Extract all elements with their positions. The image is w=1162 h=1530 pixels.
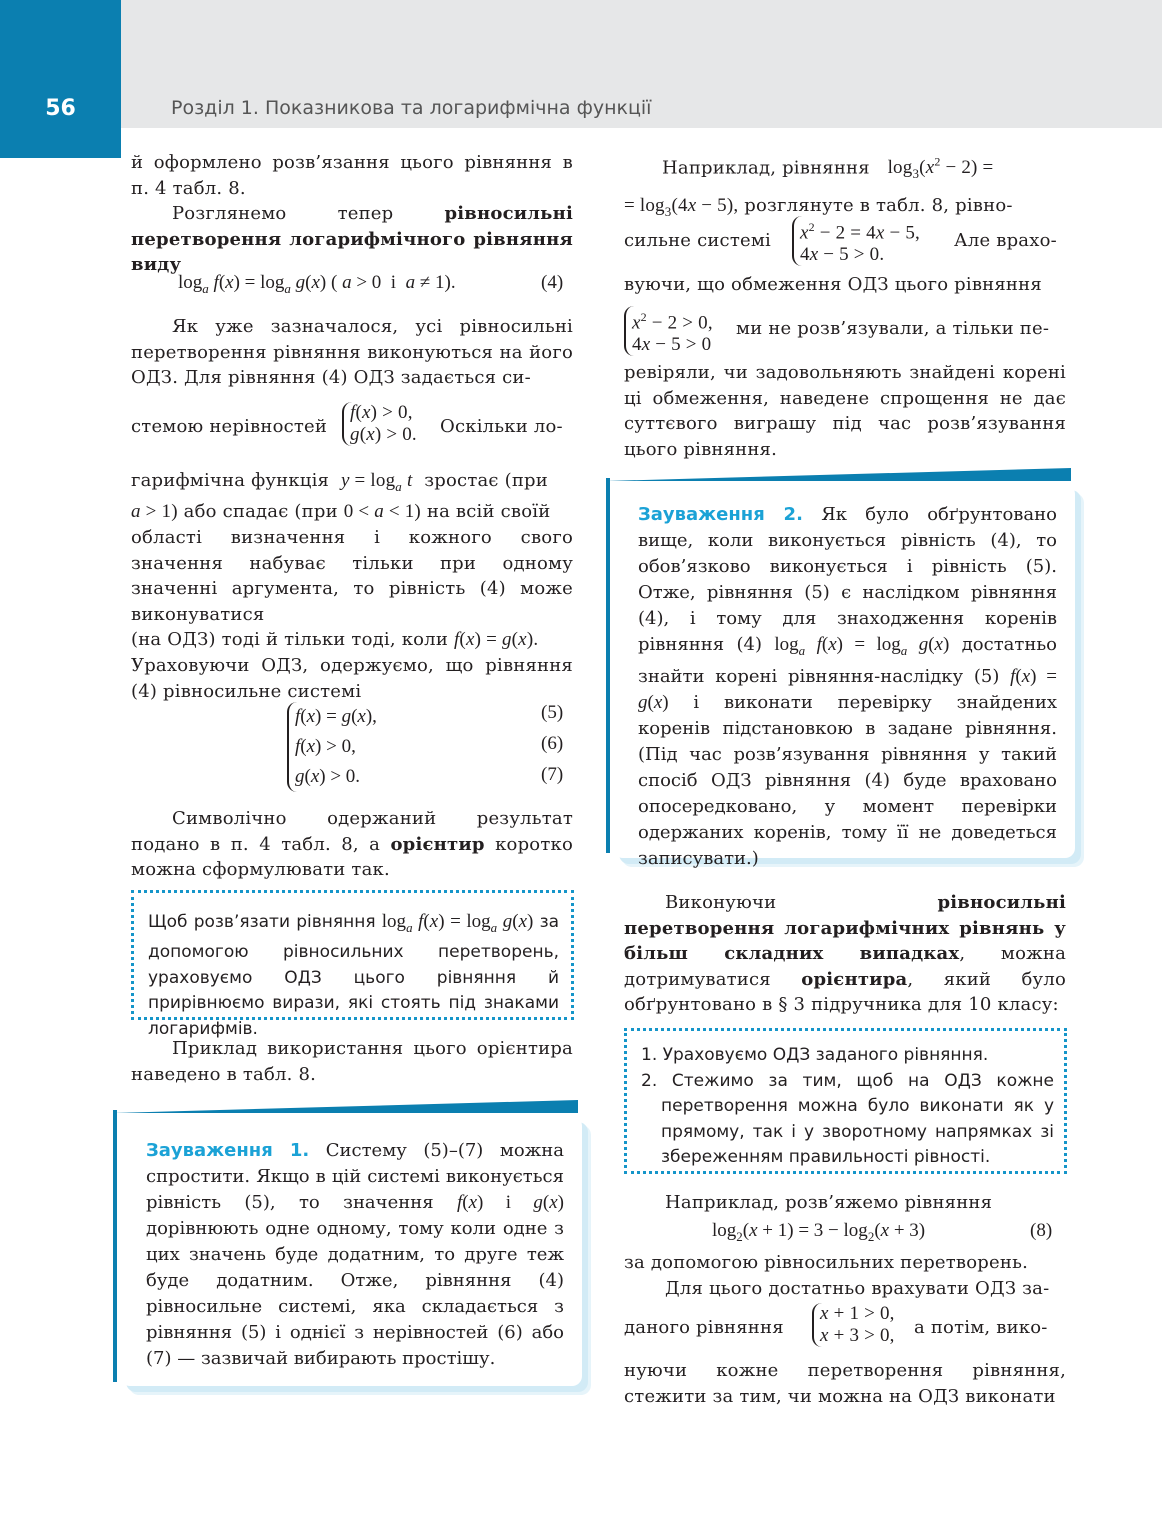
text: Але врахо- [954, 230, 1057, 251]
text: а потім, вико- [914, 1317, 1048, 1338]
paragraph: Символічно одержаний результат подано в п. 4 табл. 8, а орієнтир коротко можна сформулювати так. [131, 808, 573, 881]
right-p8 [624, 1358, 1066, 1409]
left-column-p4 [131, 468, 573, 704]
text: сильне системі [624, 230, 772, 251]
note-2-title: Зауваження 2. [638, 504, 803, 525]
right-p4 [624, 890, 1066, 1018]
orientir-box-2 [624, 1028, 1067, 1174]
paragraph: Як уже зазначалося, усі рівносильні перетворення рівняння виконуються на його ОДЗ. Для рівняння (4) ОДЗ задається си- [131, 316, 573, 389]
equation-number: (6) [541, 733, 564, 754]
right-system-line-2 [624, 304, 1066, 358]
system: x + 1 > 0, x + 3 > 0, [812, 1303, 895, 1347]
paragraph: за допомогою рівносильних перетворень. [624, 1252, 1028, 1273]
paragraph: Наприклад, рівняння $\log_3(x^2 - 2)$ = [662, 155, 994, 182]
right-p5 [624, 1190, 1066, 1216]
note-2 [613, 484, 1075, 869]
text: даного рівняння [624, 1317, 784, 1338]
system: $x^2 - 2 = 4x - 5$, 4x − 5 > 0. [792, 216, 920, 266]
paragraph: Приклад використання цього орієнтира наведено в табл. 8. [131, 1038, 573, 1085]
chapter-title: Розділ 1. Показникова та логарифмічна функції [171, 97, 652, 119]
note-1-title: Зауваження 1. [146, 1140, 310, 1161]
left-system-line [131, 400, 573, 456]
page-number-tab [0, 0, 121, 158]
right-p2 [624, 272, 1066, 298]
note-accent [606, 468, 1071, 481]
equation-number: (4) [541, 272, 564, 293]
equation-8: $\log_2(x + 1) = 3 - \log_2(x + 3)$ [712, 1220, 926, 1244]
right-p3 [624, 360, 1066, 462]
paragraph: вуючи, що обмеження ОДЗ цього рівняння [624, 274, 1042, 295]
note-1 [120, 1116, 582, 1386]
paragraph: області визначення і кожного свого значення набуває тільки при одному значенні аргумента, то рівність (4) може виконуватися [131, 526, 573, 625]
right-p6 [624, 1250, 1066, 1301]
paragraph: = $\log_3(4x - 5)$, розглянуте в табл. 8, рівно- [624, 194, 1013, 219]
paragraph: ревіряли, чи задовольняють знайдені корені ці обмеження, наведене спрощення не дає суттєвого виграшу під час розв’язування цього рівняння. [624, 362, 1066, 460]
paragraph: нуючи кожне перетворення рівняння, стежити за тим, чи можна на ОДЗ виконати [624, 1360, 1066, 1407]
paragraph: Розглянемо тепер рівносильні перетворення логарифмічного рівняння виду [131, 203, 573, 276]
equation-number: (8) [1030, 1220, 1053, 1241]
orientir-item: 2. Стежимо за тим, щоб на ОДЗ кожне перетворення можна було виконати як у прямому, так і у зворотному напрямках зі збереженням правильності рівності. [641, 1070, 1054, 1167]
paragraph: й оформлено розв’язання цього рівняння в п. 4 табл. 8. [131, 152, 573, 199]
orientir-box-1 [131, 890, 574, 1039]
paragraph: (на ОДЗ) тоді й тільки тоді, коли f(x) = g(x). [131, 629, 539, 651]
note-1-text: Зауваження 1. Систему (5)–(7) можна спростити. Якщо в цій системі виконується рівність (5), то значення f(x) і g(x) дорівнюють одне одному, тому коли одне з цих значень буде додатним, то друге теж буде додатним. Отже, рівняння (4) рівносильне системі, яка складається з рівняння (5) і однієї з нерівностей (6) або (7) — зазвичай вибирають простішу. [146, 1140, 564, 1369]
page-number: 56 [45, 96, 76, 121]
paragraph: Для цього достатньо врахувати ОДЗ за- [665, 1277, 1050, 1299]
system: $x^2 - 2 > 0$, 4x − 5 > 0 [624, 306, 713, 356]
note-accent [113, 1100, 578, 1113]
left-column [131, 150, 573, 278]
note-accent [113, 1110, 117, 1382]
note-accent [606, 478, 610, 853]
orientir-text: Щоб розв’язати рівняння $\log_a f(x) = \log_a g(x)$ за допомогою рівносильних перетворень, ураховуємо ОДЗ цього рівняння й прирівнюємо вирази, які стоять під знаками логарифмів. [148, 911, 560, 1039]
text: ми не розв’язували, а тільки пе- [736, 318, 1050, 339]
paragraph: Наприклад, розв’яжемо рівняння [665, 1192, 993, 1213]
left-column-p7 [131, 806, 573, 883]
left-column-p8 [131, 1036, 573, 1087]
paragraph: Ураховуючи ОДЗ, одержуємо, що рівняння (4) рівносильне системі [131, 654, 573, 702]
orientir-item: 1. Ураховуємо ОДЗ заданого рівняння. [641, 1045, 989, 1065]
note-2-text: Зауваження 2. Як було обґрунтовано вище, коли виконується рівність (4), то обов’язково виконується і рівність (5). Отже, рівняння (5) є наслідком рівняння (4), і тому для знаходження коренів рівняння (4) $\log_a f(x) = \log_a g(x)$ достатньо знайти корені рівняння-наслідку (5) f(x) = g(x) і виконати перевірку знайдених коренів підстановкою в задане рівняння. (Під час розв’язування рівняння у такий спосіб ОДЗ рівняння (4) буде враховано опосередковано, у момент перевірки одержаних коренів, тому її не доведеться записувати.) [638, 504, 1057, 869]
system-5-7: f(x) = g(x), f(x) > 0, g(x) > 0. [287, 702, 377, 792]
text: стемою нерівностей [131, 416, 328, 437]
paragraph: a > 1) або спадає (при 0 < a < 1) на всій своїй [131, 501, 551, 523]
paragraph: гарифмічна функція $y = \log_a t$ зростає (при [131, 470, 548, 494]
right-system-line [624, 214, 1066, 270]
odz-system: f(x) > 0, g(x) > 0. [342, 402, 417, 446]
right-system-line-3 [624, 1300, 1066, 1356]
left-column-p3 [131, 314, 573, 391]
equation-number: (5) [541, 702, 564, 723]
paragraph: Виконуючи рівносильні перетворення логарифмічних рівнянь у більш складних випадках, можна дотримуватися орієнтира, який було обґрунтовано в § 3 підручника для 10 класу: [624, 892, 1066, 1016]
text: Оскільки ло- [440, 416, 563, 437]
equation-4: $\log_a f(x) = \log_a g(x)$ ( a > 0 і a ≠ 1). [178, 272, 456, 296]
equation-number: (7) [541, 764, 564, 785]
